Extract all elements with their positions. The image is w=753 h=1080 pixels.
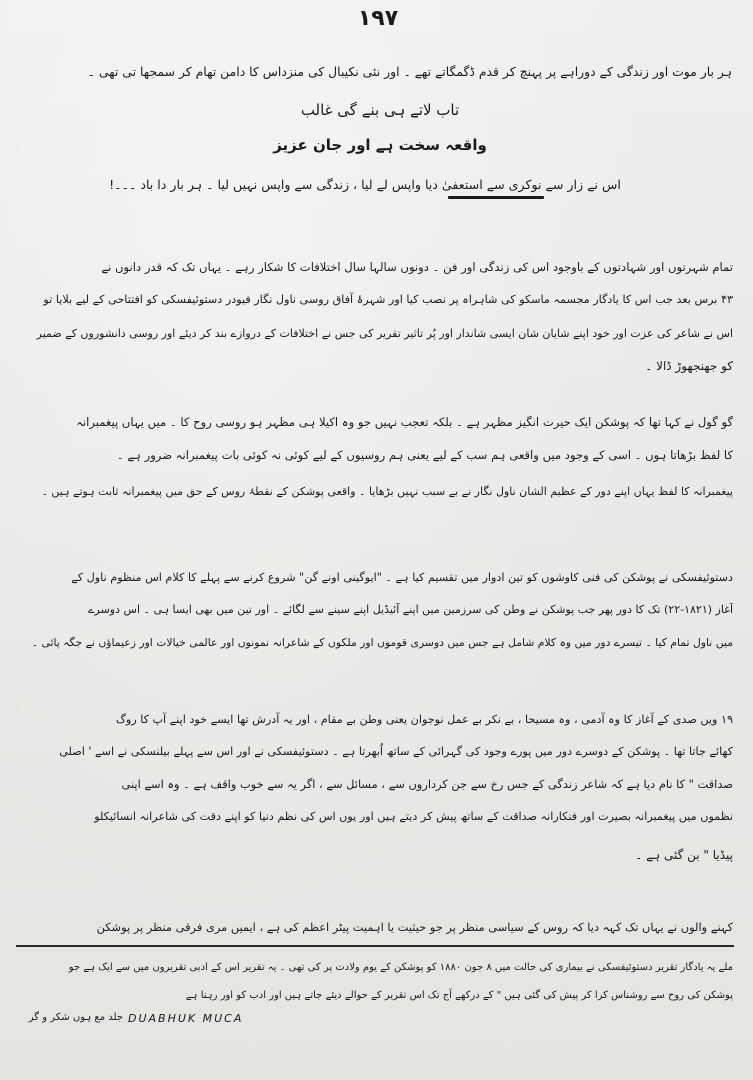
- footnote-rule: [16, 945, 734, 947]
- intro-line: ہر بار موت اور زندگی کے دوراہے پر پہنچ کر قدم ڈگمگاتے تھے ۔ اور نئی نکیبال کی منزداس کا دامن تھام کر سمجھا تی تھی ۔: [87, 64, 732, 79]
- para3-line-3: میں ناول تمام کیا ۔ تیسرے دور میں وہ کلام شامل ہے جس میں دوسری قوموں اور ملکوں کے شاعرانہ نمونوں اور عالمی خیالات اور زعیماؤں نے جگہ پائی ۔: [31, 636, 733, 649]
- verse-line-2: واقعہ سخت ہے اور جان عزیز: [273, 136, 487, 154]
- emphasis-underline: [448, 196, 544, 199]
- para5-line: کہنے والوں نے یہاں تک کہہ دیا کہ روس کے سیاسی منظر پر جو حیثیت یا اہمیت پیٹر اعظم کی ہے ، ایمیں مری فرقی منظر پر پوشکن: [96, 920, 733, 934]
- para1-line-4: کو جھنجھوڑ ڈالا ۔: [645, 359, 733, 373]
- para4-line-3: صداقت " کا نام دیا ہے کہ شاعر زندگی کے جس رخ سے جن کرداروں سے ، مسائل سے ، اگر یہ سے خوب واقف ہے ۔ وہ اسے اپنی: [121, 777, 733, 791]
- para4-line-1: ۱۹ ویں صدی کے آغاز کا وہ آدمی ، وہ مسیحا ، بے نکر بے عمل نوجوان یعنی وطن بے مقام ، اور یہ آدرش تھا ایسے خود اپنے آپ کا روگ: [115, 713, 733, 726]
- para3-line-1: دستوئیفسکی نے پوشکن کی فنی کاوشوں کو تین ادوار میں تقسیم کیا ہے ۔ "ایوگینی اونے گن" شروع کرنے سے پہلے کا کلام اس منظوم ناول کے: [71, 571, 733, 584]
- footnote-latin-text: DUABHUK MUCA: [128, 1012, 244, 1025]
- para4-line-5: پیڈیا " بن گئی ہے ۔: [635, 848, 733, 862]
- para1-line-1: تمام شہرتوں اور شہادتوں کے باوجود اس کی زندگی اور فن ۔ دونوں سالہا سال اختلافات کا شکار رہے ۔ یہاں تک کہ قدر دانوں نے: [101, 260, 733, 274]
- para1-line-2: ۴۳ برس بعد جب اس کا یادگار مجسمہ ماسکو کی شاہراہ پر نصب کیا اور شہرۂ آفاق روسی ناول نگار فیودر دستوئیفسکی کو افتتاحی کے لیے بلایا تو: [43, 293, 733, 306]
- para4-line-4: نظموں میں پیغمبرانہ بصیرت اور فنکارانہ صداقت کے ساتھ پیش کر دیتے ہیں اور یوں اس کی نظم دنیا کو اپنے دقت کی شاعرانہ انسائیکلو: [94, 810, 733, 823]
- para4-line-2: کھائے جاتا تھا ۔ پوشکن کے دوسرے دور میں پورے وجود کی گہرائی کے ساتھ اُبھرتا ہے ۔ دستوئیفسکی نے اور اس سے پہلے بیلنسکی نے اسے ' اصلی: [59, 745, 733, 758]
- para3-line-2: آغاز (۱۸۲۱-۲۲) تک کا دور پھر جب پوشکن نے وطن کی سرزمین میں اپنے آئیڈیل اپنے سینے سے لگائے ۔ اور تین میں بھی ایسا ہی ۔ اس دوسرے: [88, 603, 733, 616]
- para2-line-1: گو گول نے کہا تھا کہ پوشکن ایک حیرت انگیز مظہر ہے ۔ بلکہ تعجب نہیں جو وہ اکیلا ہی مظہر ہو روسی روح کا ۔ میں یہاں پیغمبرانہ: [76, 415, 733, 429]
- page-number: ۱۹۷: [357, 6, 399, 31]
- footnote-line-3: جلد مع ہوں شکر و گر: [28, 1012, 123, 1023]
- para2-line-2: کا لفظ بڑھاتا ہوں ۔ اسی کے وجود میں واقعی ہم سب کے لیے یعنی ہم روسیوں کے لیے کوئی نہ کوئی بات پیغمبرانہ ضرور ہے ۔: [116, 448, 733, 462]
- verse-line-1: تاب لاتے ہی بنے گی غالب: [300, 101, 460, 119]
- footnote-line-2: پوشکن کی روح سے روشناس کرا کر پیش کی گئی ہیں " کے درکھے آج تک اس تقریر کے حوالے دیئے جاتے ہیں اور ادب کو اور رہنا ہے: [185, 990, 733, 1001]
- para2-line-3: پیغمبرانہ کا لفظ یہاں اپنے دور کے عظیم الشان ناول نگار نے بے سبب نہیں بڑھایا ۔ واقعی پوشکن کے نقطۂ روس کے حق میں پیغمبرانہ ثابت ہوتے ہیں ۔: [41, 485, 733, 498]
- intro-after-line: اس نے زار سے نوکری سے استعفیٰ دیا واپس لے لیا ، زندگی سے واپس نہیں لیا ۔ ہر بار دا باد ۔۔۔!: [109, 177, 621, 192]
- para1-line-3: اس نے شاعر کی عزت اور خود اپنے شایان شان ایسی شاندار اور پُر تاثیر تقریر کی جس نے اختلافات کے دروازے بند کر دیئے اور روسی دانشوروں کے ضمیر: [36, 327, 733, 340]
- footnote-line-1: ملے یہ یادگار تقریر دستوئیفسکی نے بیماری کی حالت میں ۸ جون ۱۸۸۰ کو پوشکن کے یوم ولادت پر کی تھی ۔ یہ تقریر اس کے ادبی تقریروں میں سے ایک ہے جو: [68, 962, 733, 973]
